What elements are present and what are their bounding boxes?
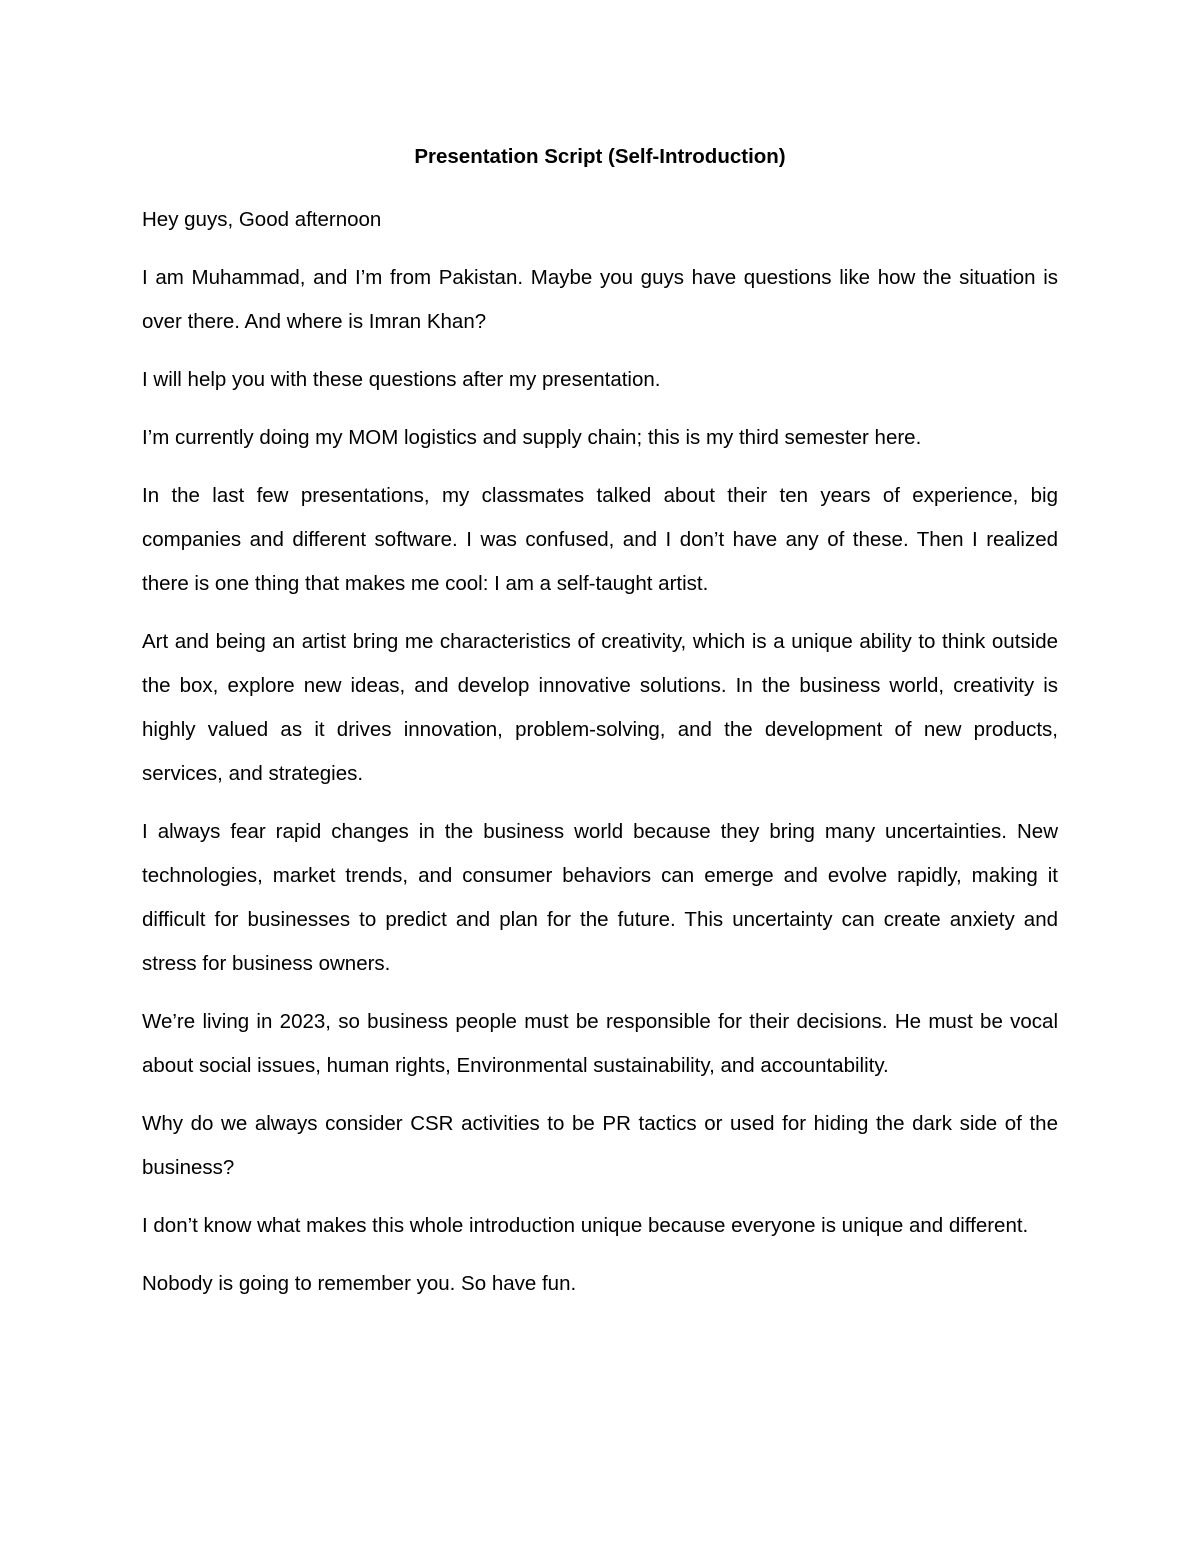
document-title: Presentation Script (Self-Introduction) (414, 145, 786, 168)
paragraph-unique: I don’t know what makes this whole introduction unique because everyone is unique and different. (142, 1214, 1029, 1237)
paragraph-csr: Why do we always consider CSR activities to be PR tactics or used for hiding the dark side of the business? (142, 1112, 1058, 1179)
paragraph-origin: I am Muhammad, and I’m from Pakistan. Maybe you guys have questions like how the situation is over there. And where is Imran Khan? (142, 266, 1058, 333)
paragraph-studies: I’m currently doing my MOM logistics and supply chain; this is my third semester here. (142, 426, 922, 449)
paragraph-uncertainty: I always fear rapid changes in the business world because they bring many uncertainties. New technologies, market trends, and consumer behaviors can emerge and evolve rapidly, making it difficult for businesses to predict and plan for the future. This uncertainty can create anxiety and stress for business owners. (142, 820, 1058, 975)
paragraph-responsibility: We’re living in 2023, so business people must be responsible for their decisions. He must be vocal about social issues, human rights, Environmental sustainability, and accountability. (142, 1010, 1058, 1077)
paragraph-greeting: Hey guys, Good afternoon (142, 208, 382, 231)
document-body (142, 142, 1058, 1320)
paragraph-creativity: Art and being an artist bring me characteristics of creativity, which is a unique ability to think outside the box, explore new ideas, and develop innovative solutions. In the business world, creativity is highly valued as it drives innovation, problem-solving, and the development of new products, services, and strategies. (142, 630, 1058, 785)
paragraph-help: I will help you with these questions after my presentation. (142, 368, 661, 391)
paragraph-artist: In the last few presentations, my classmates talked about their ten years of experience, big companies and different software. I was confused, and I don’t have any of these. Then I realized there is one thing that makes me cool: I am a self-taught artist. (142, 484, 1058, 595)
paragraph-closing: Nobody is going to remember you. So have fun. (142, 1272, 577, 1295)
